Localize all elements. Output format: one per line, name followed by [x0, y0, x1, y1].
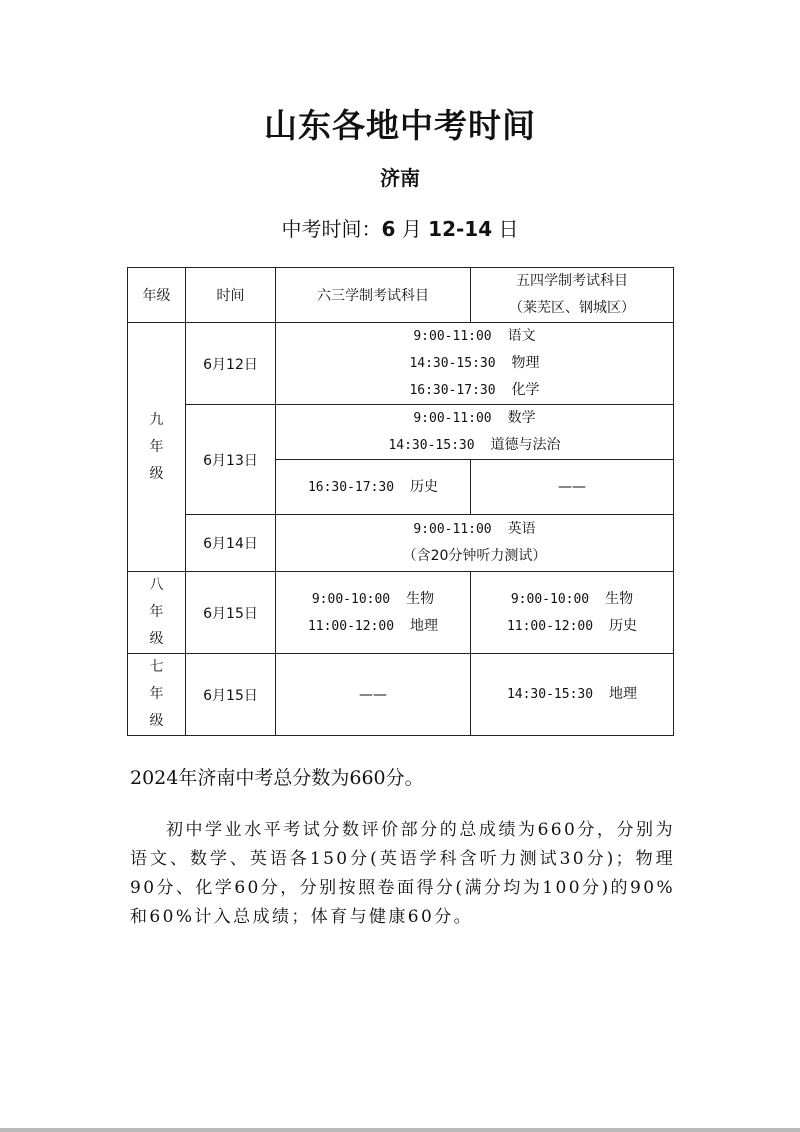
city-heading: 济南: [380, 166, 420, 190]
table-row: [128, 515, 674, 572]
grade7-date: 6月15日: [186, 654, 276, 736]
schedule-entry: 9:00-10:00 生物: [510, 590, 634, 607]
exam-time-line: [0, 213, 800, 242]
header-time: 时间: [186, 268, 276, 323]
schedule-entry: 14:30-15:30 地理: [506, 686, 638, 702]
schedule-entry: 16:30-17:30 历史: [307, 478, 439, 495]
schedule-entry: 11:00-12:00 地理: [307, 617, 439, 634]
table-row: [128, 572, 674, 654]
header-system-54-title: 五四学制考试科目: [516, 273, 628, 289]
grade9-day1-subjects: [276, 323, 674, 405]
page-title: 山东各地中考时间: [264, 106, 536, 145]
exam-time-day-unit: 日: [498, 217, 519, 241]
schedule-entry: 9:00-11:00 英语: [413, 521, 536, 537]
grade9-day3-date: 6月14日: [186, 515, 276, 572]
grade9-history-63: [276, 460, 471, 515]
table-row: [128, 323, 674, 405]
exam-time-month: 6: [381, 217, 396, 241]
grade7-system-63: ——: [276, 654, 471, 736]
table-row: [128, 405, 674, 460]
exam-time-days: 12-14: [428, 217, 493, 241]
exam-time-month-unit: 月: [401, 217, 422, 241]
schedule-entry: 9:00-11:00 数学: [413, 410, 536, 426]
schedule-entry: 14:30-15:30 物理: [409, 355, 540, 371]
grade9-label: 九 年 级: [128, 323, 186, 572]
header-system-54: [471, 268, 674, 323]
total-score-heading: 2024年济南中考总分数为660分。: [130, 767, 424, 789]
schedule-entry: 9:00-11:00 语文: [413, 328, 536, 344]
table-header-row: [128, 268, 674, 323]
grade9-history-54: ——: [471, 460, 674, 515]
schedule-entry: 16:30-17:30 化学: [409, 382, 540, 398]
grade8-system-54: [471, 572, 674, 654]
grade8-label: 八 年 级: [128, 572, 186, 654]
schedule-note: （含20分钟听力测试）: [402, 548, 547, 564]
bottom-divider: [0, 1128, 800, 1132]
exam-time-label: 中考时间：: [281, 217, 382, 241]
grade8-date: 6月15日: [186, 572, 276, 654]
exam-schedule-table: [127, 267, 674, 736]
schedule-entry: 14:30-15:30 道德与法治: [388, 437, 561, 453]
header-grade: 年级: [128, 268, 186, 323]
grade8-system-63: [276, 572, 471, 654]
schedule-entry: 9:00-10:00 生物: [311, 590, 435, 607]
grade7-label: 七 年 级: [128, 654, 186, 736]
grade9-day1-date: 6月12日: [186, 323, 276, 405]
grade7-system-54: [471, 654, 674, 736]
header-system-63: 六三学制考试科目: [276, 268, 471, 323]
grade9-day2-date: 6月13日: [186, 405, 276, 515]
table-row: [128, 654, 674, 736]
grade9-day2-subjects: [276, 405, 674, 460]
score-description: 初中学业水平考试分数评价部分的总成绩为660分，分别为语文、数学、英语各150分(英语学科含听力测试30分)；物理90分、化学60分，分别按照卷面得分(满分均为100分)的90%和60%计入总成绩；体育与健康60分。: [130, 820, 675, 927]
header-system-54-note: （莱芜区、钢城区）: [509, 300, 635, 316]
schedule-entry: 11:00-12:00 历史: [506, 617, 638, 634]
grade9-day3-subjects: [276, 515, 674, 572]
